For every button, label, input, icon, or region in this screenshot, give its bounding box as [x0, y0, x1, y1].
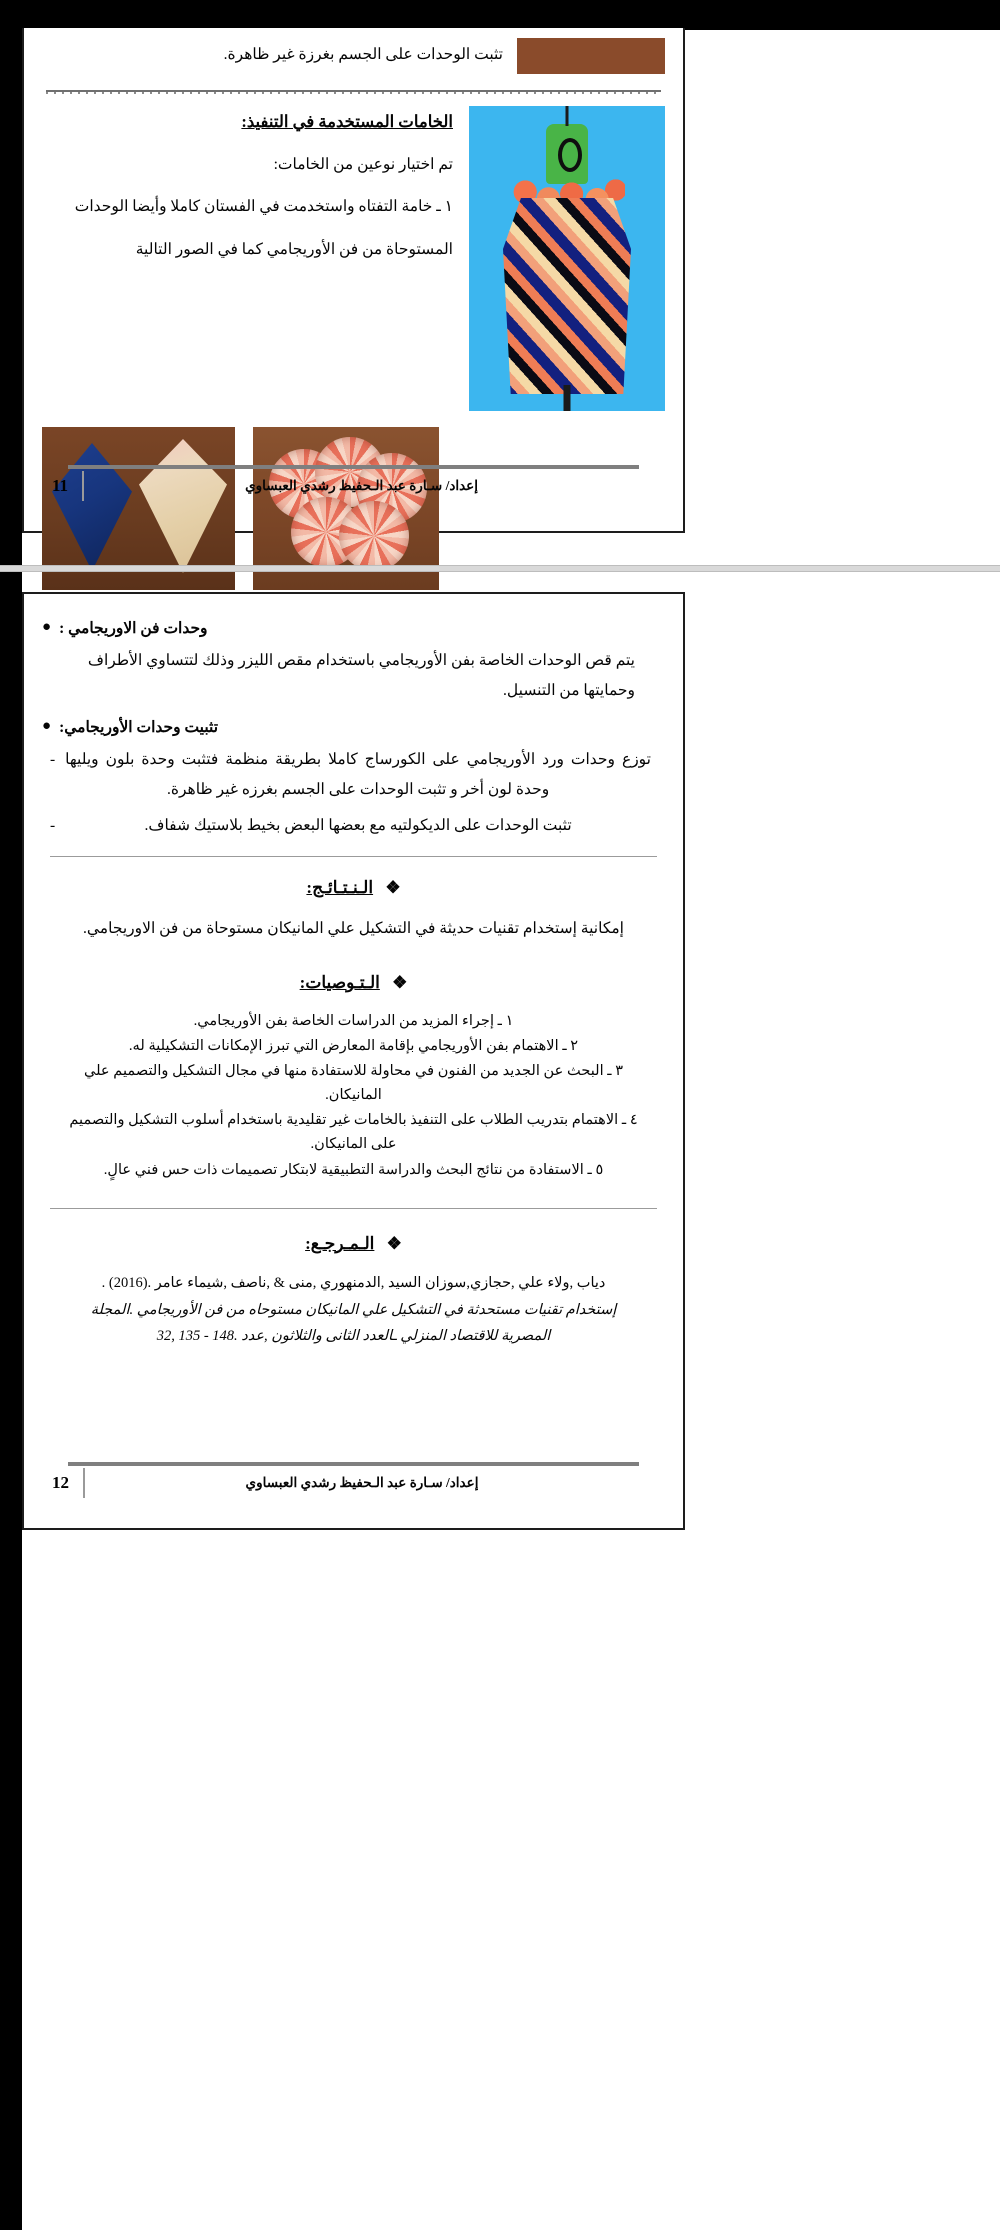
page11-horizontal-rule: [46, 90, 661, 92]
section-divider-rule: [50, 856, 657, 857]
recommendation-item: ٣ ـ البحث عن الجديد من الفنون في محاولة للاستفادة منها في مجال التشكيل والتصميم علي المانيكان.: [83, 1063, 624, 1104]
recommendations-list: [42, 1009, 665, 1182]
bullet-dot-icon: ●: [42, 619, 52, 635]
dress-origami-bodice: [503, 198, 631, 394]
bullet-origami-units: [42, 614, 665, 644]
document-page-12: [22, 592, 685, 1530]
page12-footer: [42, 1462, 665, 1498]
diamond-bullet-icon: ❖: [392, 972, 408, 992]
dash-item: [42, 811, 665, 841]
dash-item: [42, 745, 665, 805]
page-number: 12: [42, 1468, 85, 1498]
bullet-fixing-units: [42, 713, 665, 743]
page11-footer: [42, 465, 665, 501]
footer-rule: [68, 1462, 639, 1466]
scan-sheet-separator: [0, 565, 1000, 572]
bullet-dot-icon: ●: [42, 717, 52, 734]
recommendation-item: ١ ـ إجراء المزيد من الدراسات الخاصة بفن الأوريجامي.: [193, 1013, 514, 1030]
reference-line-2: إستخدام تقنيات مستحدثة في التشكيل علي المانيكان مستوحاه من فن الأوريجامي .المجلة: [90, 1301, 617, 1318]
page11-top-row: [42, 34, 665, 74]
dash-item-text: توزع وحدات ورد الأوريجامي على الكورساج كاملا بطريقة منظمة فتثبت وحدة بلون ويليها وحدة لون أخر و تثبت الوحدات على الجسم بغرزه غير ظاهرة.: [65, 750, 651, 799]
bullet-origami-units-label: وحدات فن الاوريجامي :: [59, 620, 208, 637]
scan-left-black-band: [0, 0, 22, 2230]
bullet-origami-units-body: يتم قص الوحدات الخاصة بفن الأوريجامي باستخدام مقص الليزر وذلك لتتساوي الأطراف وحمايتها من التنسيل.: [87, 652, 635, 700]
materials-item-1: ١ ـ خامة التفتاه واستخدمت في الفستان كاملا وأيضا الوحدات: [74, 198, 453, 216]
materials-heading: الخامات المستخدمة في التنفيذ:: [241, 112, 453, 131]
materials-intro: تم اختيار نوعين من الخامات:: [273, 156, 453, 174]
mannequin-stand: [564, 385, 571, 411]
results-heading-label: الـنـتـائـج:: [306, 877, 374, 897]
diamond-bullet-icon: ❖: [386, 1233, 402, 1253]
dash-mark-icon: -: [50, 817, 56, 835]
recommendation-item: ٢ ـ الاهتمام بفن الأوريجامي بإقامة المعارض التي تبرز الإمكانات التشكيلية له.: [128, 1038, 579, 1055]
materials-item-1-continuation: المستوحاة من فن الأوريجامي كما في الصور التالية: [135, 240, 453, 258]
page11-text-column: [42, 106, 453, 277]
recommendation-item: ٥ ـ الاستفادة من نتائج البحث والدراسة التطبيقية لابتكار تصميمات ذات حس فني عالٍ.: [103, 1161, 604, 1178]
origami-rosette: [339, 501, 409, 571]
recommendation-item: ٤ ـ الاهتمام بتدريب الطلاب على التنفيذ بالخامات غير تقليدية باستخدام أسلوب التشكيل والتصميم على المانيكان.: [69, 1112, 638, 1153]
reference-entry: [42, 1270, 665, 1350]
references-heading-label: الـمـرجـع:: [305, 1233, 375, 1253]
bullet-fixing-units-label: تثبيت وحدات الأوريجامي:: [59, 718, 219, 736]
results-text: إمكانية إستخدام تقنيات حديثة في التشكيل علي المانيكان مستوحاة من فن الاوريجامي.: [83, 919, 624, 937]
mannequin-dress-photo: [469, 106, 665, 411]
dash-mark-icon: -: [50, 750, 56, 768]
footer-rule: [68, 465, 639, 469]
section-divider-rule: [50, 1208, 657, 1209]
page11-body: [42, 106, 665, 411]
reference-line-1: دياب ,ولاء علي ,حجازي,سوزان السيد ,الدمنهوري ,منى & ,ناصف ,شيماء عامر .(2016) .: [101, 1274, 606, 1291]
reference-line-3: المصرية للاقتصاد المنزلي ـالعدد الثانى والثلاثون ,عدد .148 - 135 ,32: [156, 1328, 551, 1345]
results-heading: [42, 871, 665, 904]
references-heading: [42, 1227, 665, 1260]
footer-credit: إعداد/ سـارة عبد الـحفيظ رشدي العبساوي: [245, 477, 478, 493]
diamond-bullet-icon: ❖: [385, 877, 401, 897]
scan-top-black-band: [0, 0, 1000, 30]
page-number: 11: [42, 471, 84, 501]
origami-fold-blue: [52, 443, 132, 571]
recommendations-heading-label: الـتـوصيات:: [299, 972, 380, 992]
origami-fold-cream: [139, 439, 227, 573]
wood-table-thumbnail: [517, 38, 665, 74]
footer-credit: إعداد/ سـارة عبد الـحفيظ رشدي العبساوي: [245, 1474, 479, 1490]
recommendations-heading: [42, 966, 665, 999]
page11-top-caption: تثبت الوحدات على الجسم بغرزة غير ظاهرة.: [223, 46, 503, 63]
dash-item-text: تثبت الوحدات على الديكولتيه مع بعضها البعض بخيط بلاستيك شفاف.: [144, 817, 572, 835]
document-page-11: [22, 28, 685, 533]
